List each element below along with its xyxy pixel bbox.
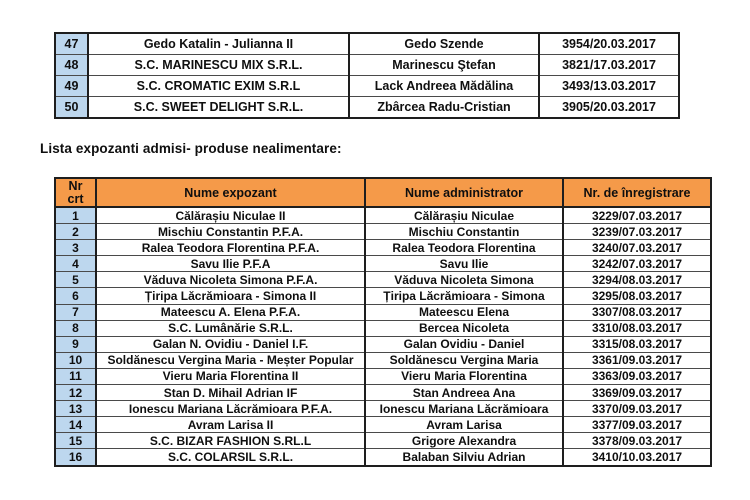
- row-number-cell: 50: [55, 97, 88, 119]
- top-table-body: [55, 33, 679, 118]
- administrator-name-cell: Soldănescu Vergina Maria: [365, 352, 563, 368]
- administrator-name-cell: Țiripa Lăcrămioara - Simona: [365, 288, 563, 304]
- exhibitor-name-cell: Savu Ilie P.F.A: [96, 256, 365, 272]
- exhibitors-table-food-continued: [54, 32, 680, 119]
- section-title: Lista expozanti admisi- produse nealimentare:: [40, 141, 342, 156]
- row-number-cell: 8: [55, 320, 96, 336]
- administrator-name-cell: Călărașiu Niculae: [365, 207, 563, 224]
- administrator-name-cell: Stan Andreea Ana: [365, 385, 563, 401]
- registration-number-cell: 3369/09.03.2017: [563, 385, 711, 401]
- administrator-name-cell: Lack Andreea Mădălina: [349, 76, 539, 97]
- registration-number-cell: 3295/08.03.2017: [563, 288, 711, 304]
- row-number-cell: 11: [55, 368, 96, 384]
- row-number-cell: 3: [55, 240, 96, 256]
- administrator-name-cell: Bercea Nicoleta: [365, 320, 563, 336]
- header-nume-administrator: Nume administrator: [365, 178, 563, 207]
- exhibitor-name-cell: Călărașiu Niculae II: [96, 207, 365, 224]
- row-number-cell: 12: [55, 385, 96, 401]
- registration-number-cell: 3377/09.03.2017: [563, 417, 711, 433]
- table-row: [55, 401, 711, 417]
- registration-number-cell: 3239/07.03.2017: [563, 224, 711, 240]
- row-number-cell: 2: [55, 224, 96, 240]
- table-row: [55, 224, 711, 240]
- registration-number-cell: 3307/08.03.2017: [563, 304, 711, 320]
- exhibitor-name-cell: Țiripa Lăcrămioara - Simona II: [96, 288, 365, 304]
- registration-number-cell: 3821/17.03.2017: [539, 55, 679, 76]
- exhibitor-name-cell: Ionescu Mariana Lăcrămioara P.F.A.: [96, 401, 365, 417]
- table-row: [55, 368, 711, 384]
- registration-number-cell: 3229/07.03.2017: [563, 207, 711, 224]
- table-row: [55, 240, 711, 256]
- exhibitor-name-cell: Soldănescu Vergina Maria - Meșter Popular: [96, 352, 365, 368]
- registration-number-cell: 3954/20.03.2017: [539, 33, 679, 55]
- exhibitor-name-cell: S.C. BIZAR FASHION S.RL.L: [96, 433, 365, 449]
- registration-number-cell: 3242/07.03.2017: [563, 256, 711, 272]
- registration-number-cell: 3361/09.03.2017: [563, 352, 711, 368]
- row-number-cell: 7: [55, 304, 96, 320]
- exhibitor-name-cell: Mischiu Constantin P.F.A.: [96, 224, 365, 240]
- header-row: [55, 178, 711, 207]
- row-number-cell: 13: [55, 401, 96, 417]
- row-number-cell: 4: [55, 256, 96, 272]
- row-number-cell: 47: [55, 33, 88, 55]
- administrator-name-cell: Ralea Teodora Florentina: [365, 240, 563, 256]
- exhibitor-name-cell: Gedo Katalin - Julianna II: [88, 33, 349, 55]
- table-row: [55, 33, 679, 55]
- row-number-cell: 16: [55, 449, 96, 466]
- registration-number-cell: 3315/08.03.2017: [563, 336, 711, 352]
- row-number-cell: 14: [55, 417, 96, 433]
- registration-number-cell: 3378/09.03.2017: [563, 433, 711, 449]
- exhibitor-name-cell: Văduva Nicoleta Simona P.F.A.: [96, 272, 365, 288]
- registration-number-cell: 3310/08.03.2017: [563, 320, 711, 336]
- exhibitor-name-cell: Galan N. Ovidiu - Daniel I.F.: [96, 336, 365, 352]
- table-row: [55, 76, 679, 97]
- administrator-name-cell: Vieru Maria Florentina: [365, 368, 563, 384]
- administrator-name-cell: Balaban Silviu Adrian: [365, 449, 563, 466]
- table-row: [55, 272, 711, 288]
- table-row: [55, 449, 711, 466]
- main-table-body: [55, 207, 711, 466]
- row-number-cell: 1: [55, 207, 96, 224]
- administrator-name-cell: Mateescu Elena: [365, 304, 563, 320]
- table-row: [55, 336, 711, 352]
- header-nr-inregistrare: Nr. de înregistrare: [563, 178, 711, 207]
- row-number-cell: 10: [55, 352, 96, 368]
- table-row: [55, 304, 711, 320]
- exhibitor-name-cell: S.C. Lumânărie S.R.L.: [96, 320, 365, 336]
- row-number-cell: 49: [55, 76, 88, 97]
- registration-number-cell: 3905/20.03.2017: [539, 97, 679, 119]
- header-nr-crt: Nr crt: [55, 178, 96, 207]
- administrator-name-cell: Ionescu Mariana Lăcrămioara: [365, 401, 563, 417]
- table-row: [55, 385, 711, 401]
- table-row: [55, 97, 679, 119]
- table-row: [55, 256, 711, 272]
- administrator-name-cell: Gedo Szende: [349, 33, 539, 55]
- header-nume-expozant: Nume expozant: [96, 178, 365, 207]
- row-number-cell: 9: [55, 336, 96, 352]
- registration-number-cell: 3370/09.03.2017: [563, 401, 711, 417]
- registration-number-cell: 3363/09.03.2017: [563, 368, 711, 384]
- exhibitor-name-cell: Mateescu A. Elena P.F.A.: [96, 304, 365, 320]
- row-number-cell: 5: [55, 272, 96, 288]
- exhibitor-name-cell: S.C. COLARSIL S.R.L.: [96, 449, 365, 466]
- registration-number-cell: 3493/13.03.2017: [539, 76, 679, 97]
- table-row: [55, 417, 711, 433]
- administrator-name-cell: Avram Larisa: [365, 417, 563, 433]
- administrator-name-cell: Zbârcea Radu-Cristian: [349, 97, 539, 119]
- table-row: [55, 352, 711, 368]
- exhibitor-name-cell: S.C. SWEET DELIGHT S.R.L.: [88, 97, 349, 119]
- table-row: [55, 55, 679, 76]
- exhibitor-name-cell: Ralea Teodora Florentina P.F.A.: [96, 240, 365, 256]
- table-row: [55, 288, 711, 304]
- administrator-name-cell: Galan Ovidiu - Daniel: [365, 336, 563, 352]
- registration-number-cell: 3410/10.03.2017: [563, 449, 711, 466]
- registration-number-cell: 3240/07.03.2017: [563, 240, 711, 256]
- exhibitor-name-cell: S.C. MARINESCU MIX S.R.L.: [88, 55, 349, 76]
- row-number-cell: 6: [55, 288, 96, 304]
- exhibitor-name-cell: Stan D. Mihail Adrian IF: [96, 385, 365, 401]
- administrator-name-cell: Mischiu Constantin: [365, 224, 563, 240]
- exhibitor-name-cell: Vieru Maria Florentina II: [96, 368, 365, 384]
- table-row: [55, 433, 711, 449]
- table-row: [55, 207, 711, 224]
- exhibitors-table-nonfood: [54, 177, 712, 467]
- administrator-name-cell: Marinescu Ştefan: [349, 55, 539, 76]
- administrator-name-cell: Savu Ilie: [365, 256, 563, 272]
- administrator-name-cell: Grigore Alexandra: [365, 433, 563, 449]
- registration-number-cell: 3294/08.03.2017: [563, 272, 711, 288]
- table-row: [55, 320, 711, 336]
- row-number-cell: 15: [55, 433, 96, 449]
- exhibitor-name-cell: Avram Larisa II: [96, 417, 365, 433]
- administrator-name-cell: Văduva Nicoleta Simona: [365, 272, 563, 288]
- exhibitor-name-cell: S.C. CROMATIC EXIM S.R.L: [88, 76, 349, 97]
- row-number-cell: 48: [55, 55, 88, 76]
